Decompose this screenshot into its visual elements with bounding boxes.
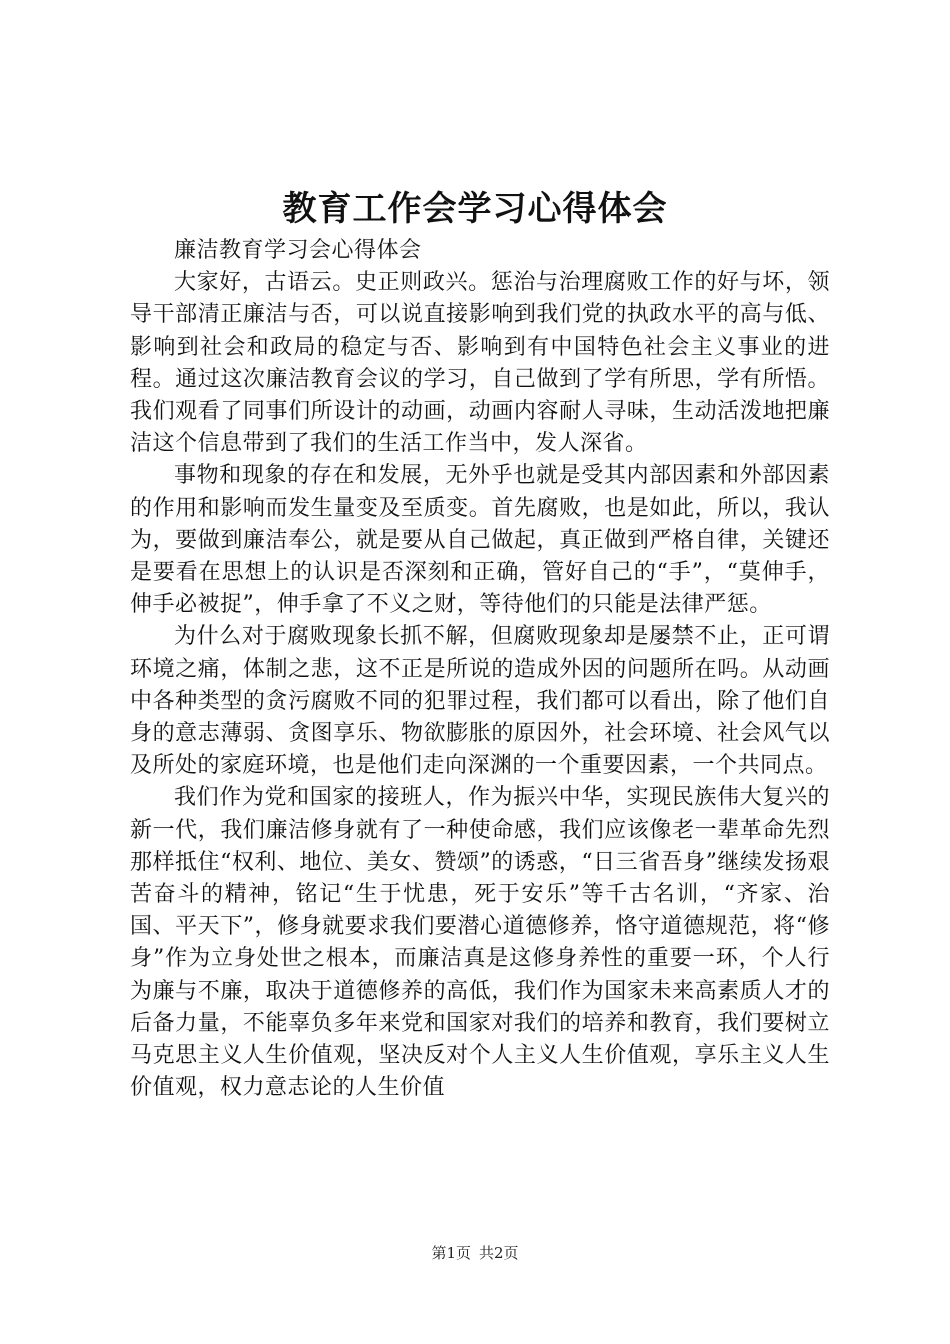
document-title: 教育工作会学习心得体会 xyxy=(282,189,668,229)
page-total: 共2页 xyxy=(479,1244,519,1262)
paragraph: 事物和现象的存在和发展，无外乎也就是受其内部因素和外部因素的作用和影响而发生量变及至质变。首先腐败，也是如此，所以，我认为，要做到廉洁奉公，就是要从自己做起，真正做到严格自律，关键还是要看在思想上的认识是否深刻和正确，管好自己的“手”，“莫伸手，伸手必被捉”，伸手拿了不义之财，等待他们的只能是法律严惩。 xyxy=(130,463,830,618)
page-number: 第1页 xyxy=(431,1244,471,1262)
paragraph: 我们作为党和国家的接班人，作为振兴中华，实现民族伟大复兴的新一代，我们廉洁修身就有了一种使命感，我们应该像老一辈革命先烈那样抵住“权利、地位、美女、赞颂”的诱惑，“日三省吾身”继续发扬艰苦奋斗的精神，铭记“生于忧患，死于安乐”等千古名训，“齐家、治国、平天下”，修身就要求我们要潜心道德修养，恪守道德规范，将“修身”作为立身处世之根本，而廉洁真是这修身养性的重要一环，个人行为廉与不廉，取决于道德修养的高低，我们作为国家未来高素质人才的后备力量，不能辜负多年来党和国家对我们的培养和教育，我们要树立马克思主义人生价值观，坚决反对个人主义人生价值观，享乐主义人生价值观，权力意志论的人生价值 xyxy=(130,785,830,1101)
page-footer xyxy=(0,1243,950,1263)
document-body xyxy=(130,235,830,1104)
paragraph: 为什么对于腐败现象长抓不解，但腐败现象却是屡禁不止，正可谓环境之痛，体制之悲，这不正是所说的造成外因的问题所在吗。从动画中各种类型的贪污腐败不同的犯罪过程，我们都可以看出，除了他们自身的意志薄弱、贪图享乐、物欲膨胀的原因外，社会环境、社会风气以及所处的家庭环境，也是他们走向深渊的一个重要因素，一个共同点。 xyxy=(130,624,830,779)
document-subtitle: 廉洁教育学习会心得体会 xyxy=(174,238,422,263)
paragraph: 大家好，古语云。史正则政兴。惩治与治理腐败工作的好与坏，领导干部清正廉洁与否，可以说直接影响到我们党的执政水平的高与低、影响到社会和政局的稳定与否、影响到有中国特色社会主义事业的进程。通过这次廉洁教育会议的学习，自己做到了学有所思，学有所悟。我们观看了同事们所设计的动画，动画内容耐人寻味，生动活泼地把廉洁这个信息带到了我们的生活工作当中，发人深省。 xyxy=(130,270,830,457)
